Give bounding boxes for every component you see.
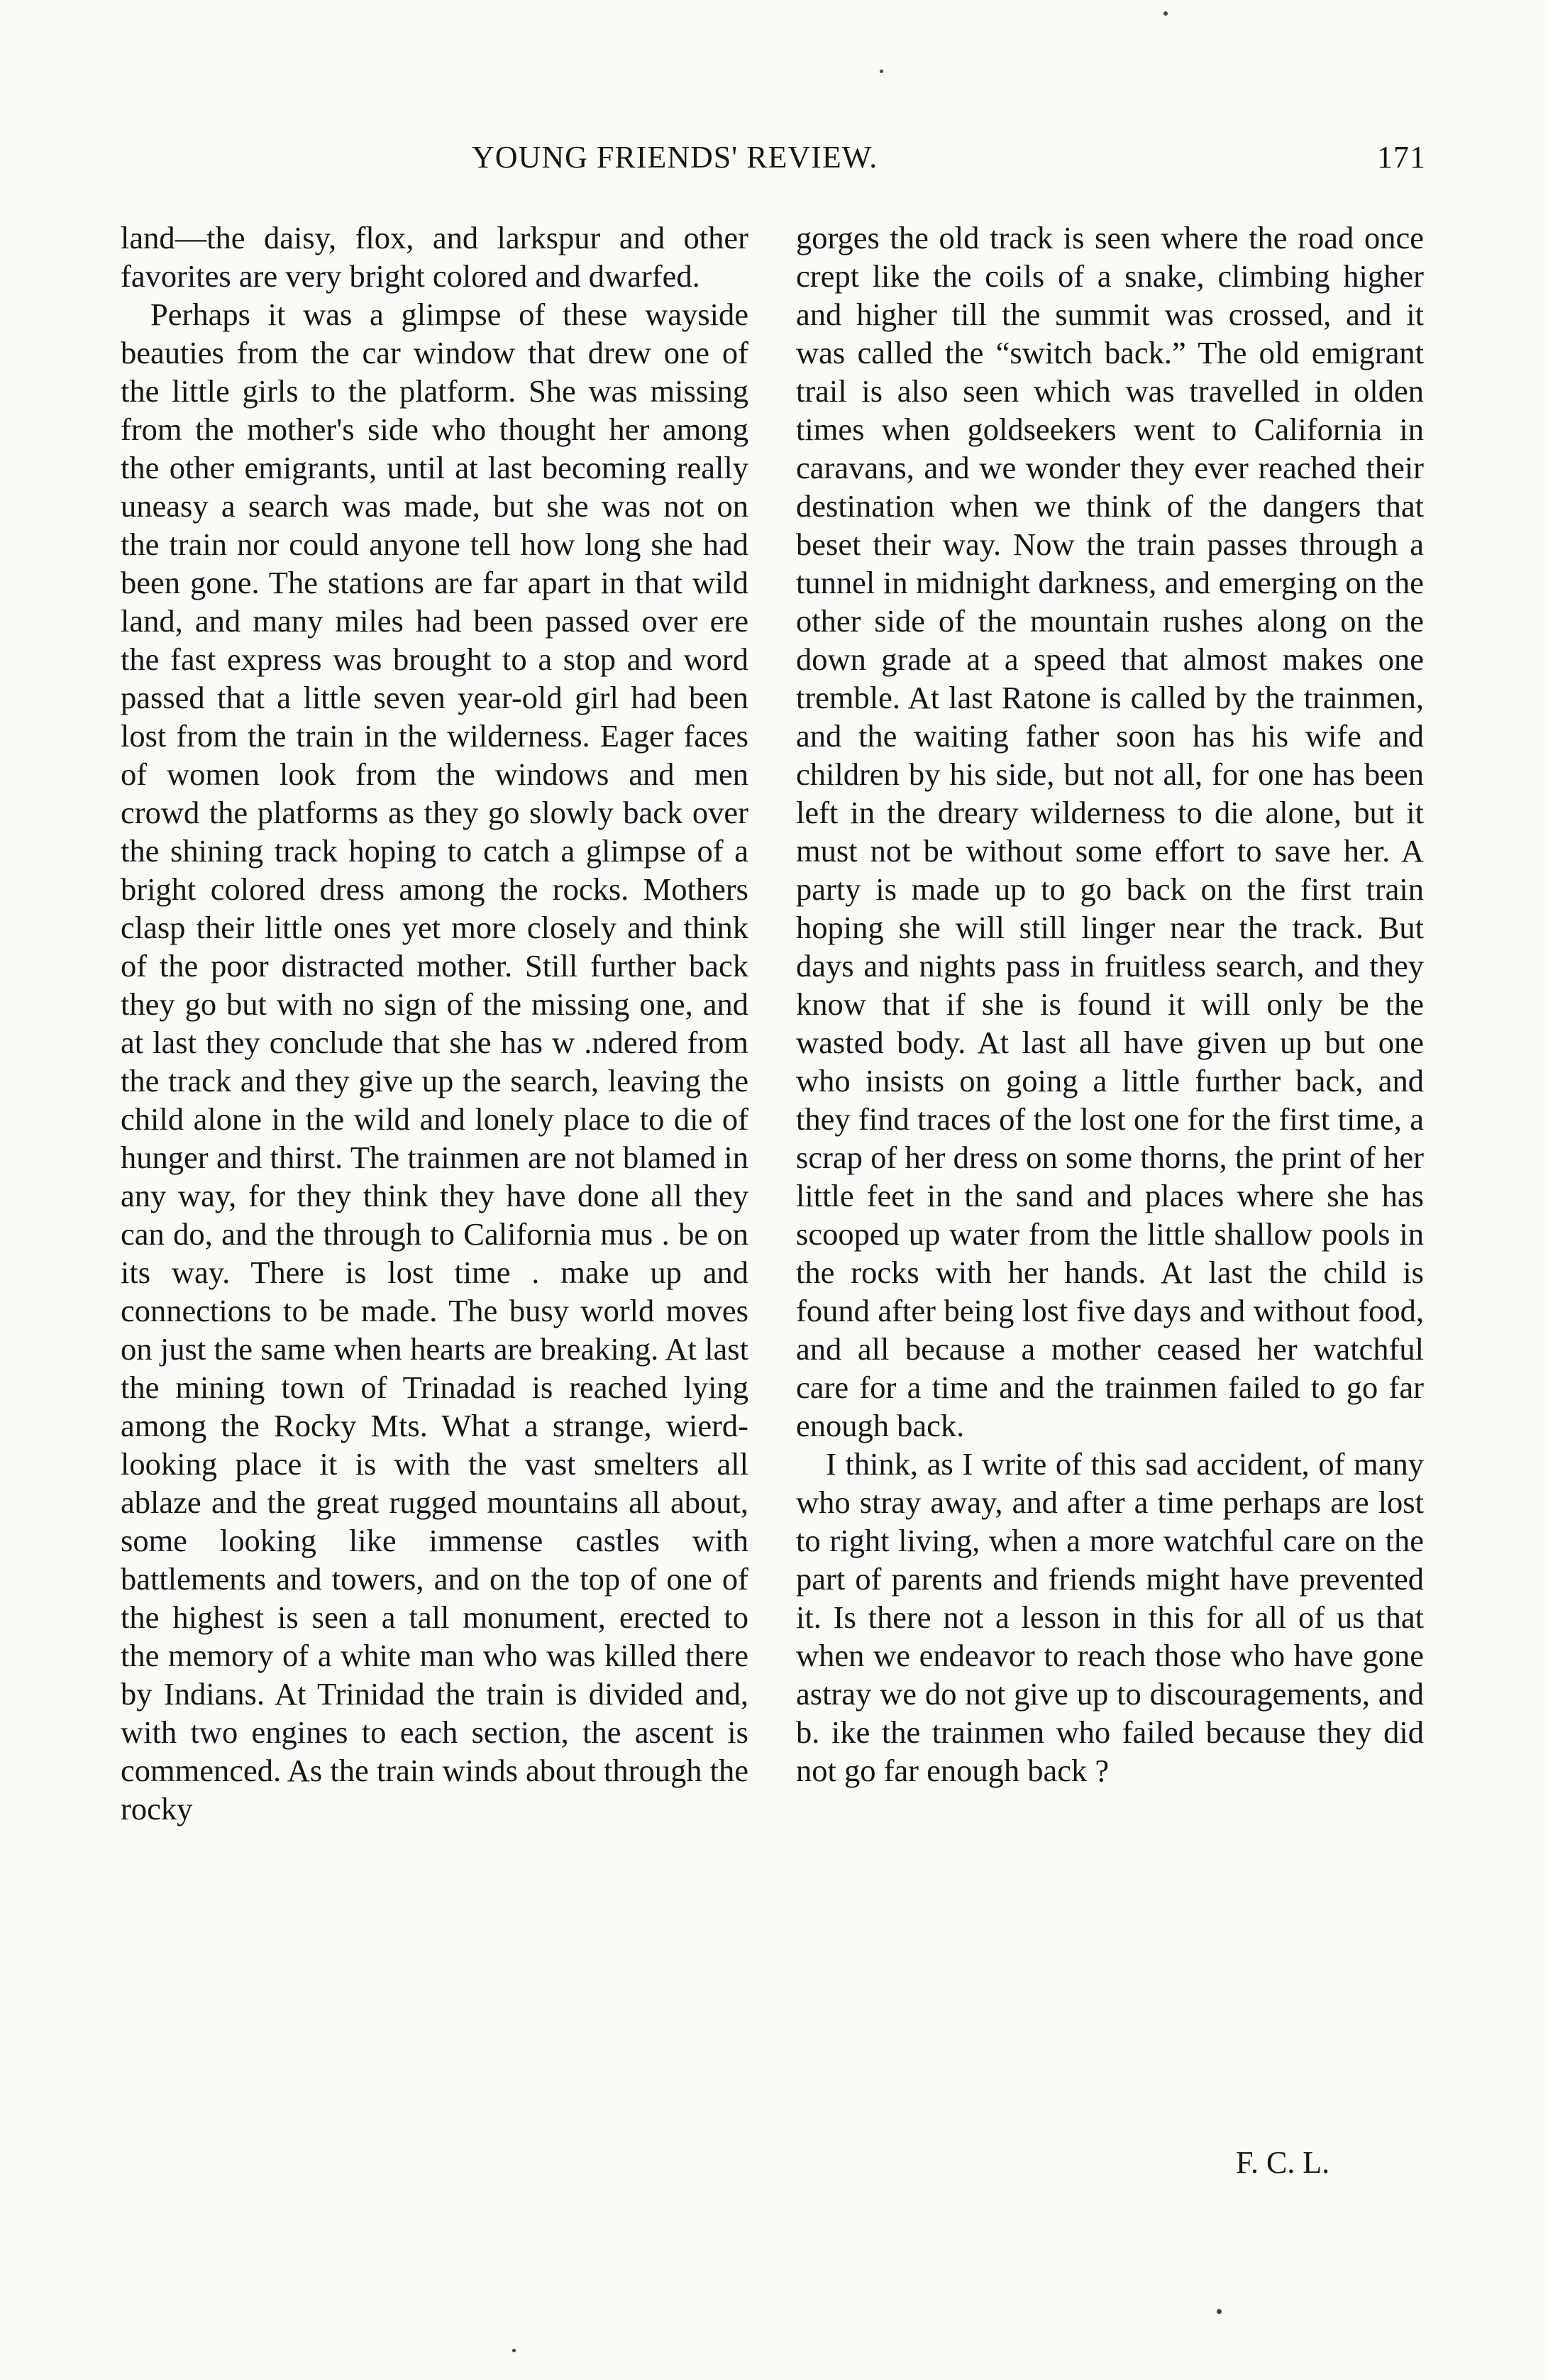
paragraph: gorges the old track is seen where the road once crept like the coils of a snake, climbing higher and higher till the summit was crossed, and it was called the “switch back.” The old emigrant trail is also seen which was travelled in olden times when goldseekers went to California in caravans, and we wonder they ever reached their destination when we think of the dangers that beset their way. Now the train passes through a tunnel in midnight darkness, and emerging on the other side of the mountain rushes along on the down grade at a speed that almost makes one tremble. At last Ratone is called by the trainmen, and the waiting father soon has his wife and children by his side, but not all, for one has been left in the dreary wilderness to die alone, but it must not be without some effort to save her. A party is made up to go back on the first train hoping she will still linger near the track. But days and nights pass in fruitless search, and they know that if she is found it will only be the wasted body. At last all have given up but one who insists on going a little further back, and they find traces of the lost one for the first time, a scrap of her dress on some thorns, the print of her little feet in the sand and places where she has scooped up water from the little shallow pools in the rocks with her hands. At last the child is found after being lost five days and without food, and all because a mother ceased her watchful care for a time and the trainmen failed to go far enough back.	[796, 220, 1424, 1443]
paragraph: land—the daisy, flox, and larkspur and other favorites are very bright colored and dwarfed.	[121, 220, 748, 294]
page-number: 171	[1377, 140, 1426, 175]
paragraph: I think, as I write of this sad accident, of many who stray away, and after a time perhaps are lost to right living, when a more watchful care on the part of parents and friends might have prevented it. Is there not a lesson in this for all of us that when we endeavor to reach those who have gone astray we do not give up to discouragements, and b. ike the trainmen who failed because they did not go far enough back ?	[796, 1446, 1424, 1788]
scan-speck	[880, 70, 883, 73]
running-header	[121, 139, 1426, 189]
paragraph: Perhaps it was a glimpse of these wayside beauties from the car window that drew one of the little girls to the platform. She was missing from the mother's side who thought her among the other emigrants, until at last becoming really uneasy a search was made, but she was not on the train nor could anyone tell how long she had been gone. The stations are far apart in that wild land, and many miles had been passed over ere the fast express was brought to a stop and word passed that a little seven year-old girl had been lost from the train in the wilderness. Eager faces of women look from the windows and men crowd the platforms as they go slowly back over the shining track hoping to catch a glimpse of a bright colored dress among the rocks. Mothers clasp their little ones yet more closely and think of the poor distracted mother. Still further back they go but with no sign of the missing one, and at last they conclude that she has w .ndered from the track and they give up the search, leaving the child alone in the wild and lonely place to die of hunger and thirst. The trainmen are not blamed in any way, for they think they have done all they can do, and the through to California mus . be on its way. There is lost time . make up and connections to be made. The busy world moves on just the same when hearts are breaking. At last the mining town of Trinadad is reached lying among the Rocky Mts. What a strange, wierd-looking place it is with the vast smelters all ablaze and the great rugged mountains all about, some looking like immense castles with battlements and towers, and on the top of one of the highest is seen a tall monument, erected to the memory of a white man who was killed there by Indians. At Trinidad the train is divided and, with two engines to each section, the ascent is commenced. As the train winds about through the rocky	[121, 297, 748, 1827]
scan-speck	[1163, 11, 1168, 16]
author-signature: F. C. L.	[1236, 2145, 1330, 2180]
right-column	[796, 219, 1424, 1790]
left-column	[121, 219, 748, 1828]
journal-title: YOUNG FRIENDS' REVIEW.	[472, 140, 878, 175]
scan-speck	[1217, 2309, 1222, 2314]
scan-speck	[512, 2349, 516, 2352]
